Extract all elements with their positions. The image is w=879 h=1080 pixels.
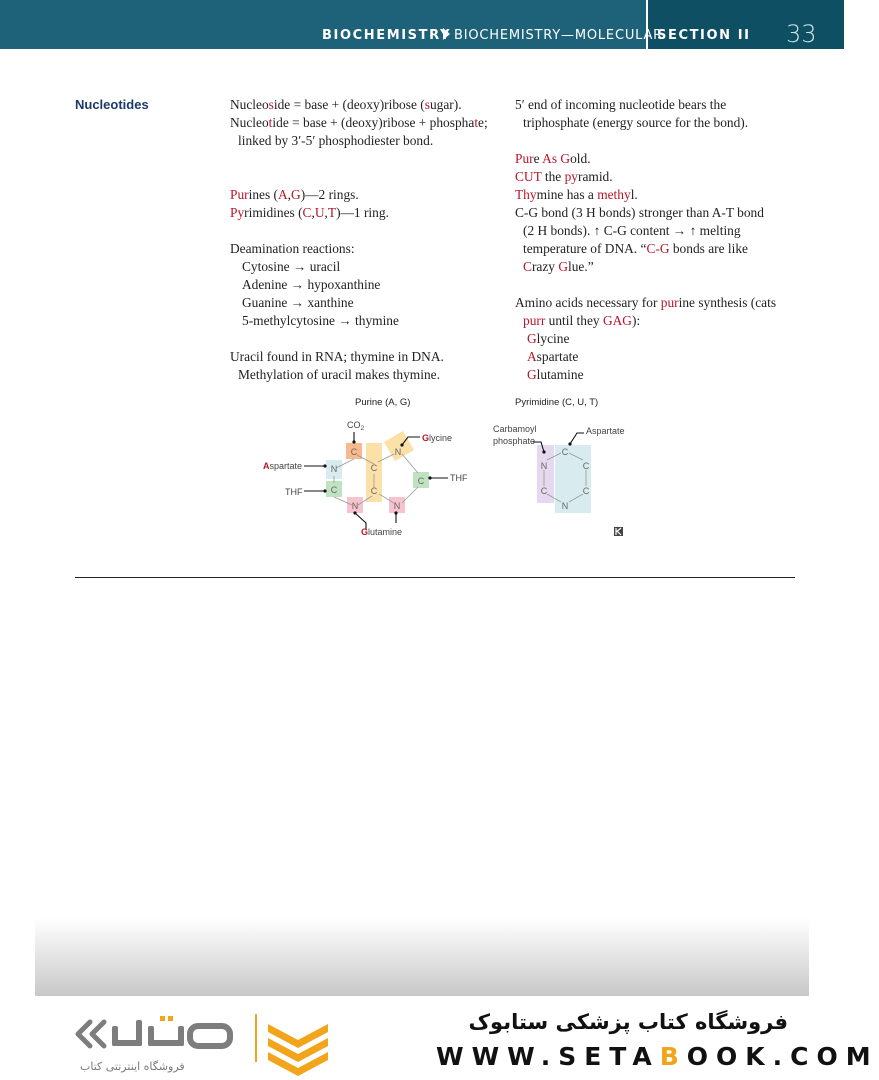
carbamoyl-label-1: Carbamoyl bbox=[493, 424, 537, 434]
text-segment: ines ( bbox=[248, 187, 278, 202]
atom-c4: C bbox=[370, 486, 378, 496]
mnemonic-highlight: pur bbox=[660, 295, 679, 310]
pyr-aspartate-label: Aspartate bbox=[586, 426, 625, 436]
mnemonic-highlight: GAG bbox=[602, 313, 632, 328]
text-segment: e; bbox=[478, 115, 488, 130]
mnemonic-highlight: G bbox=[527, 367, 537, 382]
pyr-atom-c6: C bbox=[582, 486, 590, 496]
mnemonic-highlight: G bbox=[558, 259, 568, 274]
text-segment: Uracil found in RNA; thymine in DNA. bbox=[230, 349, 444, 364]
mnemonic-highlight: C bbox=[523, 259, 532, 274]
text-segment: spartate bbox=[536, 349, 579, 364]
mnemonic-highlight: methy bbox=[597, 187, 631, 202]
text-segment: e bbox=[533, 151, 543, 166]
text-line bbox=[230, 150, 488, 168]
co2-label: $CO_2$ bbox=[347, 420, 365, 432]
text-line bbox=[515, 96, 776, 114]
text-segment: triphosphate (energy source for the bond). bbox=[523, 115, 749, 130]
text-line bbox=[230, 114, 488, 132]
text-segment: C-G bond (3 H bonds) stronger than A-T bond bbox=[515, 205, 764, 220]
text-segment: , bbox=[287, 187, 292, 202]
pyr-atom-n1: N bbox=[561, 501, 569, 511]
text-segment: ide = base + (deoxy)ribose ( bbox=[273, 97, 425, 112]
store-name: فروشگاه کتاب پزشکی ستابوک bbox=[468, 1010, 788, 1034]
text-line bbox=[230, 348, 488, 366]
text-segment: 5′ end of incoming nucleotide bears the bbox=[515, 97, 727, 112]
mnemonic-highlight: Pur bbox=[515, 151, 534, 166]
text-segment: bonds are like bbox=[669, 241, 748, 256]
left-text-column bbox=[230, 96, 488, 384]
mnemonic-highlight: A bbox=[278, 187, 288, 202]
text-line bbox=[515, 114, 776, 132]
header-section: SECTION II bbox=[657, 28, 751, 43]
mnemonic-highlight: C-G bbox=[646, 241, 670, 256]
text-line bbox=[230, 168, 488, 186]
text-segment: , bbox=[311, 205, 315, 220]
text-line bbox=[515, 366, 776, 384]
text-line bbox=[515, 186, 776, 204]
mnemonic-highlight: t bbox=[474, 115, 479, 130]
text-line bbox=[230, 258, 488, 276]
text-line bbox=[230, 186, 488, 204]
glycine-label: Glycine bbox=[422, 433, 453, 443]
mnemonic-highlight: C bbox=[302, 205, 312, 220]
text-line bbox=[230, 276, 488, 294]
pyr-atom-c2: C bbox=[540, 486, 548, 496]
atom-n1: N bbox=[330, 464, 338, 474]
text-line bbox=[515, 258, 776, 276]
text-segment: Adenine → hypoxanthine bbox=[242, 277, 381, 292]
mnemonic-highlight: Thy bbox=[515, 187, 537, 202]
mnemonic-highlight: Py bbox=[230, 205, 245, 220]
text-segment: ramid. bbox=[578, 169, 613, 184]
text-line bbox=[230, 240, 488, 258]
store-url[interactable]: WWW.SETABOOK.COM bbox=[436, 1042, 879, 1071]
text-segment: Methylation of uracil makes thymine. bbox=[238, 367, 440, 382]
text-line bbox=[230, 330, 488, 348]
mnemonic-highlight: s bbox=[268, 97, 274, 112]
text-line bbox=[230, 204, 488, 222]
logo-subtitle: فروشگاه اینترنتی کتاب bbox=[80, 1060, 185, 1073]
aspartate-label: Aspartate bbox=[263, 461, 303, 471]
text-line bbox=[515, 240, 776, 258]
text-segment: Nucleo bbox=[230, 115, 269, 130]
mnemonic-highlight: CUT bbox=[515, 169, 542, 184]
mnemonic-highlight: G bbox=[560, 151, 571, 166]
text-segment: lutamine bbox=[536, 367, 584, 382]
text-segment: ugar). bbox=[429, 97, 462, 112]
mnemonic-highlight: t bbox=[268, 115, 273, 130]
mnemonic-highlight: G bbox=[291, 187, 301, 202]
text-segment: razy bbox=[531, 259, 559, 274]
mnemonic-highlight: As bbox=[542, 151, 558, 166]
text-line bbox=[515, 312, 776, 330]
text-line bbox=[515, 294, 776, 312]
footer-fade bbox=[35, 918, 809, 996]
pyr-atom-c-top: C bbox=[561, 447, 569, 457]
publisher-mark-icon bbox=[614, 527, 623, 536]
text-line bbox=[515, 132, 776, 150]
text-line bbox=[515, 330, 776, 348]
header-subject: BIOCHEMISTRY bbox=[322, 28, 452, 43]
text-segment: ide = base + (deoxy)ribose + phospha bbox=[272, 115, 475, 130]
text-line bbox=[230, 132, 488, 150]
text-segment: 5-methylcytosine → thymine bbox=[242, 313, 399, 328]
atom-c8: C bbox=[417, 476, 425, 486]
mnemonic-highlight: py bbox=[564, 169, 578, 184]
text-segment: lue.” bbox=[568, 259, 594, 274]
nucleotide-synthesis-diagram bbox=[0, 390, 844, 570]
purine-title: Purine (A, G) bbox=[355, 397, 411, 408]
mnemonic-highlight: s bbox=[424, 97, 430, 112]
text-segment: , bbox=[324, 205, 328, 220]
text-segment: lycine bbox=[536, 331, 570, 346]
atom-n9: N bbox=[393, 501, 401, 511]
text-segment: linked by 3′-5′ phosphodiester bond. bbox=[238, 133, 434, 148]
text-line bbox=[515, 222, 776, 240]
right-text-column bbox=[515, 96, 776, 384]
text-line bbox=[515, 150, 776, 168]
text-segment: rimidines ( bbox=[244, 205, 303, 220]
text-segment: )—1 ring. bbox=[336, 205, 389, 220]
text-line bbox=[515, 276, 776, 294]
text-line bbox=[230, 96, 488, 114]
text-segment: the bbox=[541, 169, 565, 184]
page-number: 33 bbox=[786, 20, 817, 48]
text-line bbox=[230, 222, 488, 240]
atom-c6: C bbox=[350, 447, 358, 457]
text-segment: Amino acids necessary for bbox=[515, 295, 661, 310]
text-segment: Guanine → xanthine bbox=[242, 295, 354, 310]
pyr-atom-c-right: C bbox=[582, 461, 590, 471]
mnemonic-highlight: purr bbox=[523, 313, 546, 328]
mnemonic-highlight: T bbox=[327, 205, 337, 220]
text-segment: old. bbox=[570, 151, 591, 166]
pyr-atom-n3: N bbox=[540, 461, 548, 471]
thf-right-label: THF bbox=[450, 473, 468, 483]
text-line bbox=[515, 348, 776, 366]
carbamoyl-label-2: phosphate bbox=[493, 436, 536, 446]
atom-n3: N bbox=[351, 501, 359, 511]
thf-left-label: THF bbox=[285, 487, 303, 497]
text-segment: ine synthesis (cats bbox=[678, 295, 777, 310]
mnemonic-highlight: Pur bbox=[230, 187, 249, 202]
text-segment: )—2 rings. bbox=[300, 187, 359, 202]
atom-c2: C bbox=[330, 485, 338, 495]
text-line bbox=[230, 366, 488, 384]
triangle-icon bbox=[443, 28, 450, 40]
text-segment: ): bbox=[631, 313, 641, 328]
pyrimidine-title: Pyrimidine (C, U, T) bbox=[515, 397, 599, 408]
section-divider bbox=[75, 577, 795, 578]
text-line bbox=[230, 312, 488, 330]
text-segment: Deamination reactions: bbox=[230, 241, 355, 256]
text-segment: Cytosine → uracil bbox=[242, 259, 341, 274]
topic-heading: Nucleotides bbox=[75, 97, 149, 112]
text-line bbox=[515, 168, 776, 186]
text-line bbox=[515, 204, 776, 222]
header-subsection: BIOCHEMISTRY—MOLECULAR bbox=[443, 28, 663, 43]
text-segment: (2 H bonds). ↑ C-G content → ↑ melting bbox=[523, 223, 741, 238]
text-segment: mine has a bbox=[536, 187, 598, 202]
mnemonic-highlight: G bbox=[527, 331, 537, 346]
atom-n7: N bbox=[394, 447, 402, 457]
text-line bbox=[230, 294, 488, 312]
text-segment: temperature of DNA. “ bbox=[523, 241, 647, 256]
text-segment: Nucleo bbox=[230, 97, 269, 112]
atom-c5: C bbox=[370, 463, 378, 473]
text-segment: until they bbox=[545, 313, 603, 328]
mnemonic-highlight: A bbox=[527, 349, 537, 364]
glutamine-label: Glutamine bbox=[361, 527, 403, 537]
text-segment: l. bbox=[630, 187, 638, 202]
mnemonic-highlight: U bbox=[314, 205, 325, 220]
book-stack-icon bbox=[268, 1024, 328, 1076]
